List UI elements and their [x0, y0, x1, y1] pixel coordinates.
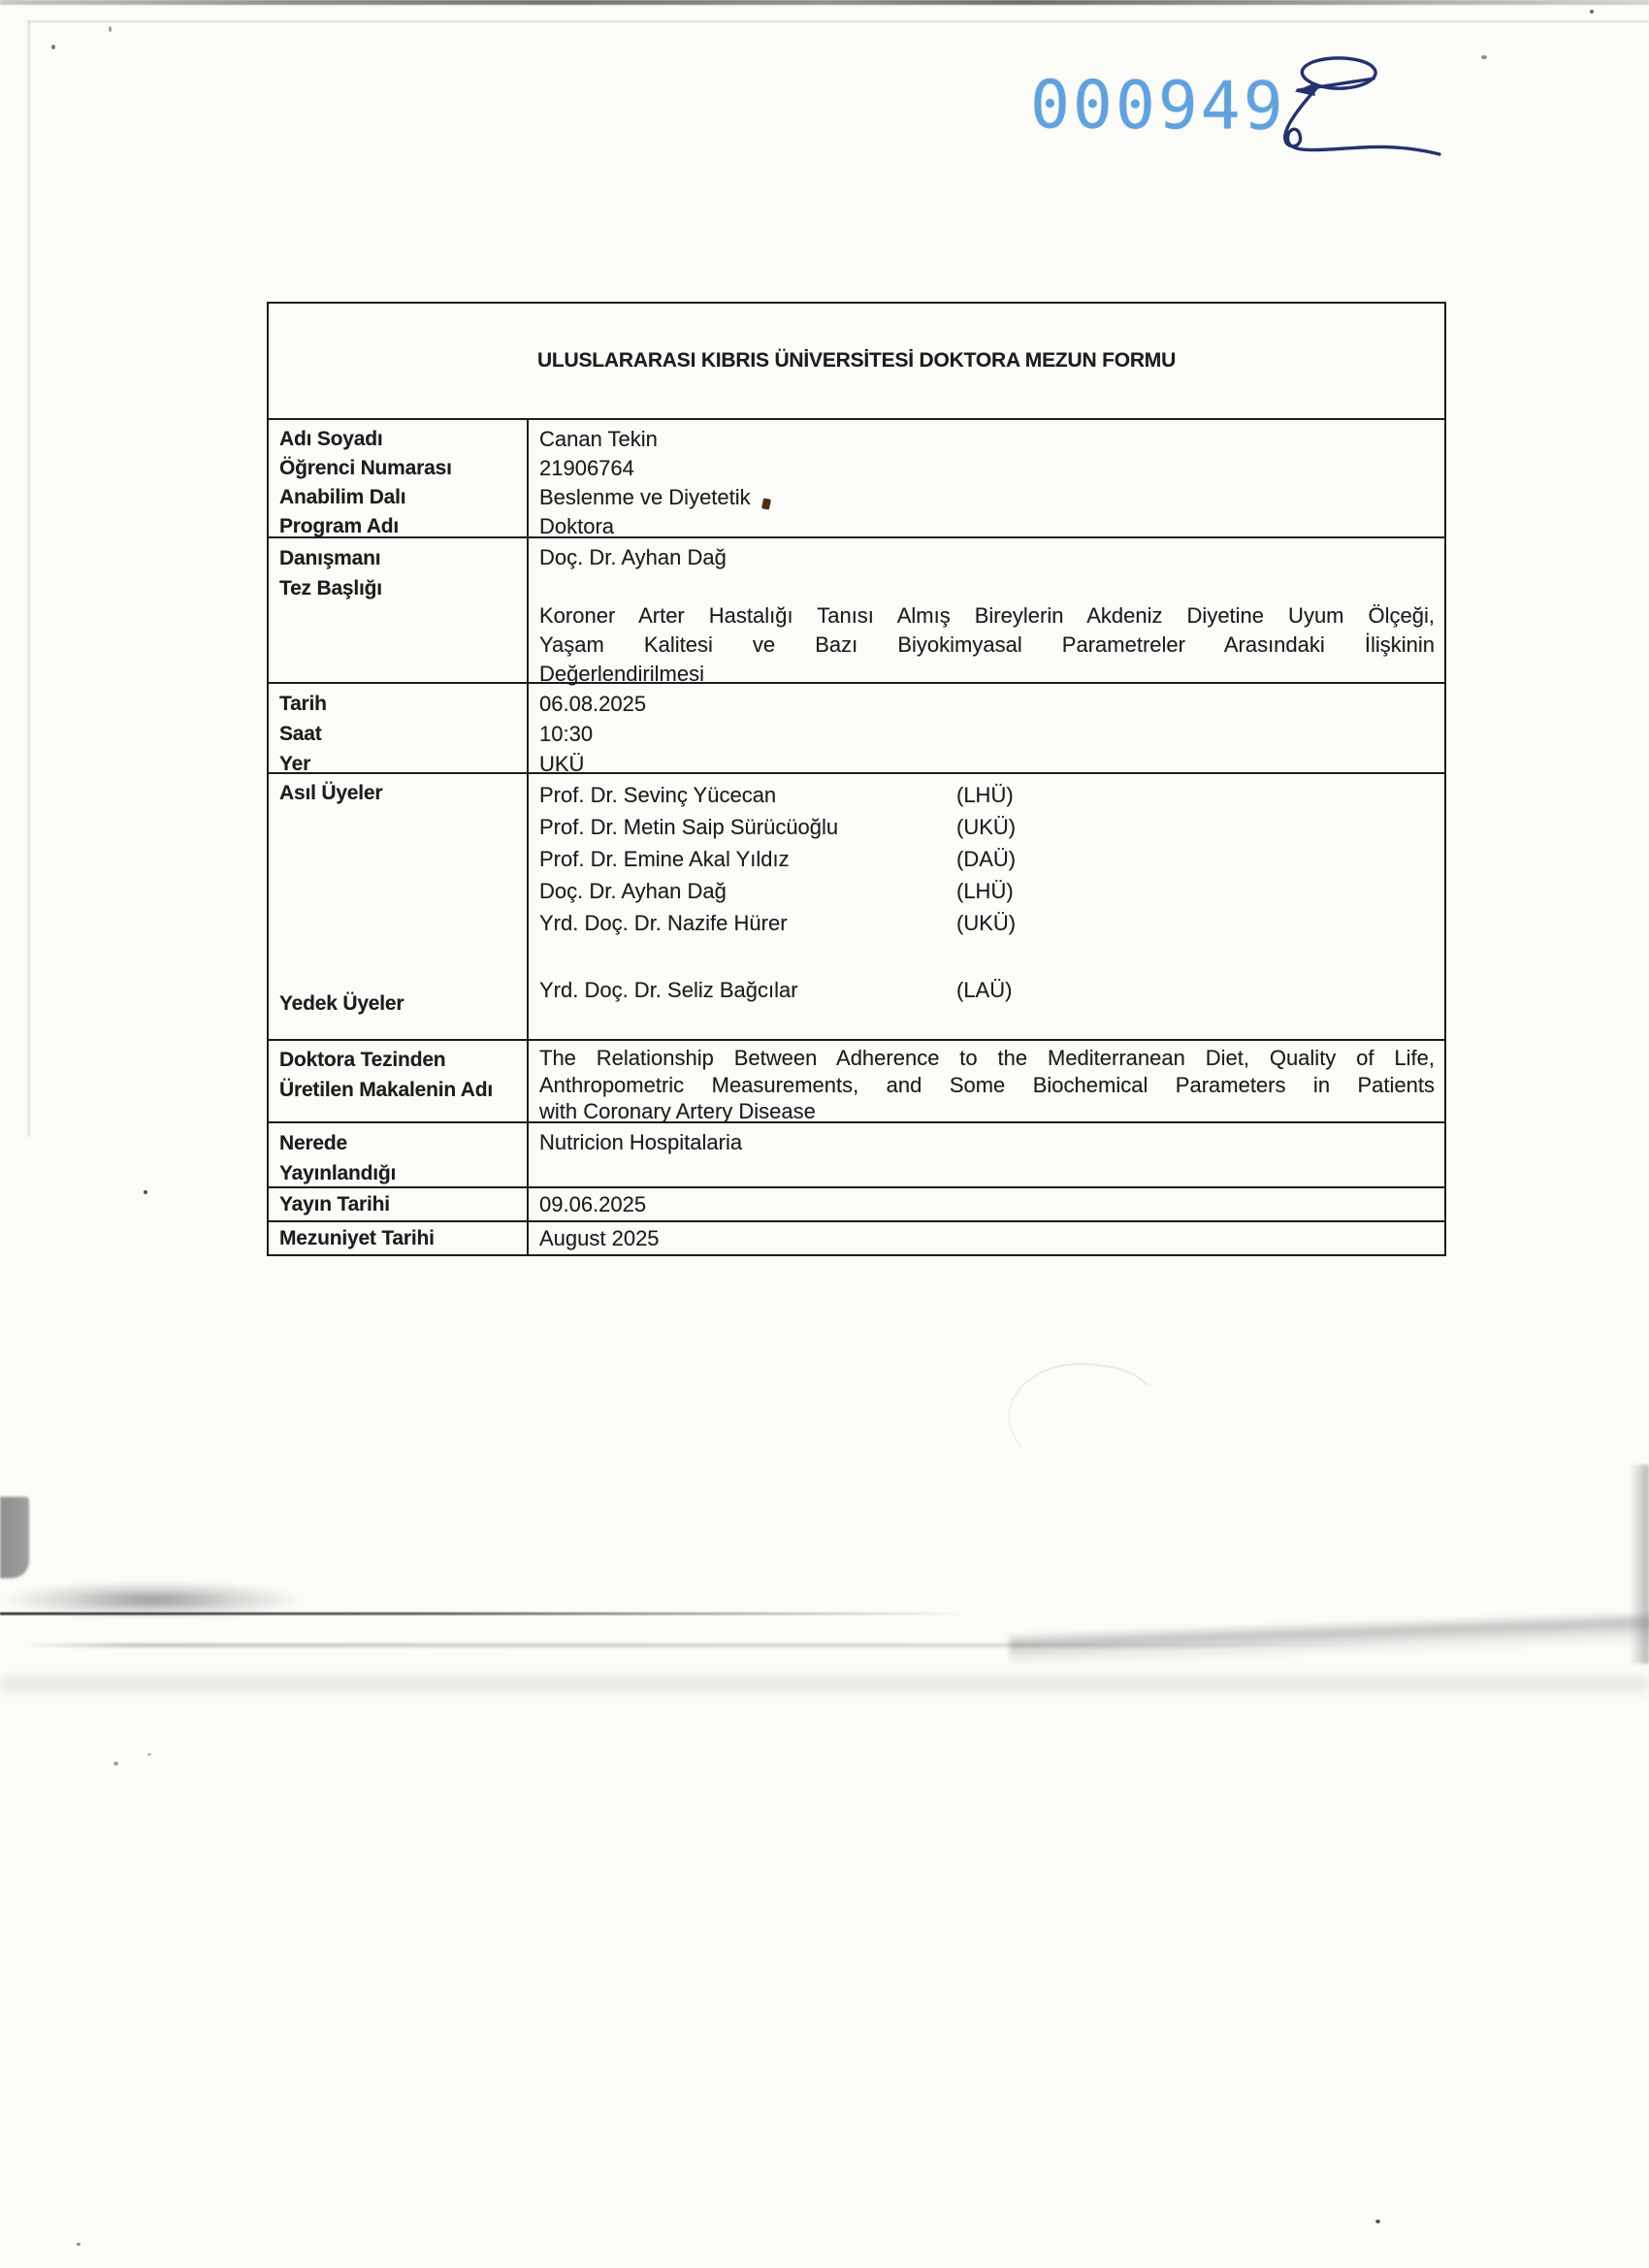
- member-affiliation: (UKÜ): [956, 815, 1017, 839]
- blank-line: [539, 572, 1435, 601]
- committee-member-row: [539, 843, 1435, 875]
- member-affiliation: (UKÜ): [956, 911, 1017, 935]
- value-student-name: Canan Tekin: [539, 427, 658, 451]
- defense-values: [529, 684, 1444, 776]
- scan-speck: [147, 1753, 151, 1756]
- scan-speck: [1590, 10, 1594, 14]
- member-name: Prof. Dr. Emine Akal Yıldız: [539, 847, 790, 871]
- label-yayin-tarihi: Yayın Tarihi: [279, 1193, 390, 1215]
- defense-labels: [269, 684, 529, 775]
- scan-speck: [113, 1762, 118, 1766]
- committee-member-row: [539, 907, 1435, 939]
- graduation-date-row: [269, 1220, 1444, 1254]
- defense-datetime-row: [269, 682, 1444, 776]
- member-name: Yrd. Doç. Dr. Seliz Bağcılar: [539, 978, 798, 1002]
- label-program-adi: Program Adı: [279, 515, 400, 537]
- member-name: Prof. Dr. Sevinç Yücecan: [539, 783, 777, 807]
- value-department: Beslenme ve Diyetetik: [539, 485, 751, 509]
- label-yer: Yer: [279, 753, 311, 775]
- article-title-line: with Coronary Artery Disease: [539, 1099, 816, 1123]
- committee-labels: [269, 774, 529, 1039]
- label-saat: Saat: [279, 723, 322, 745]
- label-tez-basligi: Tez Başlığı: [279, 577, 382, 599]
- scan-speck: [1481, 55, 1487, 59]
- member-affiliation: (LHÜ): [956, 879, 1014, 903]
- form-title: ULUSLARARASI KIBRIS ÜNİVERSİTESİ DOKTORA MEZUN FORMU: [536, 349, 1177, 372]
- advisor-thesis-values: [529, 538, 1444, 686]
- label-asil-uyeler: Asıl Üyeler: [279, 782, 383, 804]
- scan-speck: [77, 2243, 81, 2246]
- label-uretilen-makalenin-adi: Üretilen Makalenin Adı: [279, 1079, 494, 1101]
- label-anabilim-dali: Anabilim Dalı: [279, 486, 406, 508]
- scan-artifact-fold-band: [1630, 1465, 1649, 1664]
- label-yayinlandigi: Yayınlandığı: [279, 1162, 397, 1184]
- published-in-row: [269, 1121, 1444, 1186]
- label-yedek-uyeler: Yedek Üyeler: [279, 992, 404, 1015]
- thesis-title-line: Koroner Arter Hastalığı Tanısı Almış Bireylerin Akdeniz Diyetine Uyum Ölçeği,: [539, 603, 1435, 628]
- value-advisor: Doç. Dr. Ayhan Dağ: [539, 545, 727, 569]
- value-date: 06.08.2025: [539, 692, 647, 716]
- value-graduation-date: August 2025: [539, 1226, 660, 1250]
- value-program: Doktora: [539, 514, 615, 538]
- committee-member-row: [539, 811, 1435, 843]
- member-affiliation: (DAÜ): [956, 847, 1017, 871]
- student-info-labels: [269, 420, 529, 536]
- thesis-title-line: Yaşam Kalitesi ve Bazı Biyokimyasal Parametreler Arasındaki İlişkinin: [539, 632, 1435, 657]
- student-info-row: [269, 418, 1444, 536]
- member-affiliation: (LAÜ): [956, 978, 1013, 1002]
- committee-members: [529, 774, 1444, 1039]
- article-title-row: [269, 1039, 1444, 1121]
- label-mezuniyet-tarihi: Mezuniyet Tarihi: [279, 1227, 435, 1249]
- thesis-title-line: Değerlendirilmesi: [539, 662, 704, 686]
- scan-artifact-fold-shadow: [1008, 1587, 1649, 1669]
- publish-date-value-cell: [529, 1188, 1444, 1220]
- label-nerede: Nerede: [279, 1132, 348, 1154]
- label-doktora-tezinden: Doktora Tezinden: [279, 1049, 446, 1071]
- committee-row: [269, 772, 1444, 1039]
- member-affiliation: (LHÜ): [956, 783, 1014, 807]
- scan-artifact-streak: [0, 1676, 1649, 1692]
- graduation-date-label-cell: [269, 1222, 529, 1254]
- scan-speck: [109, 26, 112, 32]
- value-time: 10:30: [539, 722, 594, 746]
- scan-speck: [144, 1190, 147, 1194]
- article-title-line: Anthropometric Measurements, and Some Biochemical Parameters in Patients: [539, 1072, 1435, 1097]
- value-student-number: 21906764: [539, 456, 634, 480]
- scan-artifact-smudge-curve: [1002, 1353, 1163, 1481]
- substitute-member-row: [539, 974, 1435, 1006]
- member-name: Prof. Dr. Metin Saip Sürücüoğlu: [539, 815, 839, 839]
- scan-speck: [1375, 2219, 1380, 2223]
- scan-artifact-streak: [0, 1612, 970, 1615]
- doctorate-graduate-form: [267, 302, 1446, 1256]
- value-place: UKÜ: [539, 752, 585, 776]
- member-name: Doç. Dr. Ayhan Dağ: [539, 879, 727, 903]
- label-tarih: Tarih: [279, 693, 327, 715]
- member-name: Yrd. Doç. Dr. Nazife Hürer: [539, 911, 788, 935]
- article-labels: [269, 1041, 529, 1121]
- scan-artifact-top-edge: [0, 0, 1649, 5]
- stamp-serial-number: 000949: [1029, 67, 1286, 146]
- scan-artifact-paper-edge: [28, 21, 30, 1137]
- advisor-thesis-row: [269, 536, 1444, 686]
- committee-member-row: [539, 779, 1435, 811]
- graduation-date-value-cell: [529, 1222, 1444, 1254]
- advisor-thesis-labels: [269, 538, 529, 682]
- label-ogrenci-numarasi: Öğrenci Numarası: [279, 457, 452, 479]
- form-title-row: [269, 304, 1444, 418]
- scan-artifact-platen-line: [27, 20, 1649, 22]
- publish-date-row: [269, 1186, 1444, 1220]
- value-journal: Nutricion Hospitalaria: [539, 1130, 743, 1154]
- student-info-values: [529, 420, 1444, 536]
- scan-speck: [51, 45, 55, 49]
- published-in-value-cell: [529, 1123, 1444, 1186]
- signature: [1259, 47, 1463, 168]
- article-title-values: [529, 1041, 1444, 1121]
- article-title-line: The Relationship Between Adherence to the Mediterranean Diet, Quality of Life,: [539, 1046, 1435, 1070]
- publish-date-label-cell: [269, 1188, 529, 1220]
- published-in-labels: [269, 1123, 529, 1186]
- label-adi-soyadi: Adı Soyadı: [279, 428, 383, 450]
- label-danismani: Danışmanı: [279, 547, 381, 569]
- value-publish-date: 09.06.2025: [539, 1192, 647, 1216]
- scan-artifact-clip-shadow: [0, 1497, 29, 1578]
- committee-member-row: [539, 875, 1435, 907]
